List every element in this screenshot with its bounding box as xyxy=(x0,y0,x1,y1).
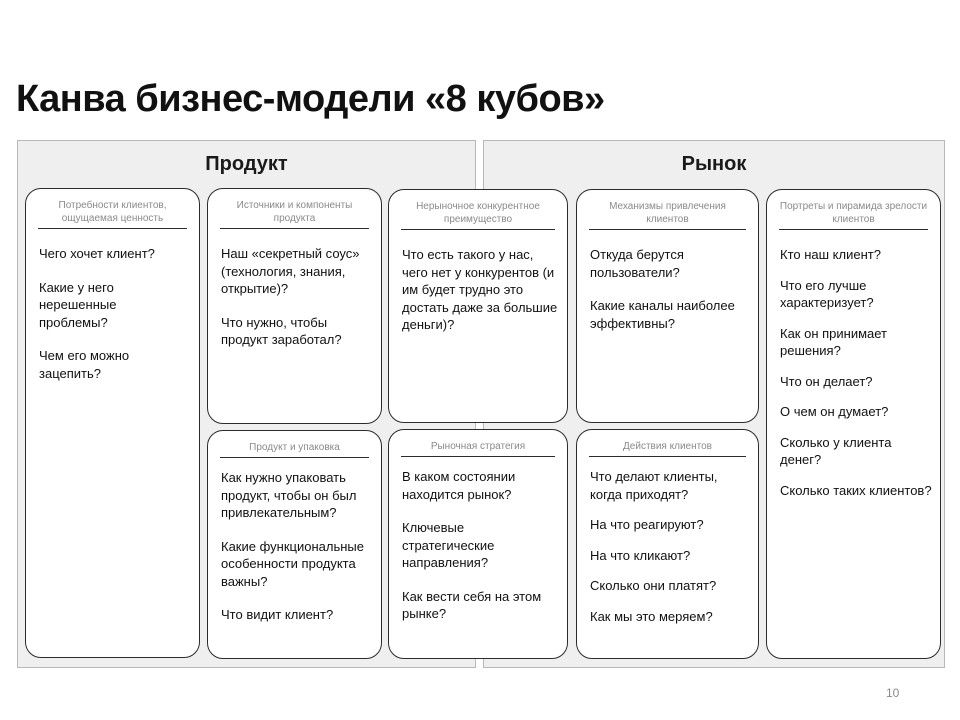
strategy-item: В каком состоянии находится рынок? xyxy=(402,469,516,502)
portraits-item: Сколько у клиента денег? xyxy=(780,434,892,467)
portraits-item: Что он делает? xyxy=(780,373,873,389)
attraction-card xyxy=(576,189,759,423)
needs-item: Какие у него нерешенные проблемы? xyxy=(39,279,117,330)
packaging-card xyxy=(207,430,382,659)
strategy-card-heading: Рыночная стратегия xyxy=(401,440,555,457)
sources-item: Что нужно, чтобы продукт заработал? xyxy=(221,314,342,347)
portraits-card-body xyxy=(780,246,932,512)
attraction-card-heading: Механизмы привлечения клиентов xyxy=(589,200,746,230)
portraits-item: О чем он думает? xyxy=(780,404,889,419)
needs-card xyxy=(25,188,200,658)
needs-item: Чего хочет клиент? xyxy=(39,246,155,261)
sources-card xyxy=(207,188,382,424)
portraits-card xyxy=(766,189,941,659)
needs-item: Чем его можно зацепить? xyxy=(39,348,130,381)
portraits-card-heading: Портреты и пирамида зрелости клиентов xyxy=(779,200,928,230)
page-number: 10 xyxy=(886,686,900,700)
product-panel-title: Продукт xyxy=(205,153,288,175)
slide-title: Канва бизнес-модели «8 кубов» xyxy=(16,78,605,120)
advantage-card-body xyxy=(402,246,559,350)
actions-card xyxy=(576,429,759,659)
portraits-item: Что его лучше характеризует? xyxy=(780,277,874,310)
actions-card-heading: Действия клиентов xyxy=(589,440,746,457)
actions-item: Что делают клиенты, когда приходят? xyxy=(590,469,718,502)
needs-card-body xyxy=(39,245,191,398)
strategy-card xyxy=(388,429,568,659)
portraits-item: Сколько таких клиентов? xyxy=(780,482,932,498)
sources-item: Наш «секретный соус» (технология, знания, открытие)? xyxy=(221,246,360,296)
actions-item: На что реагируют? xyxy=(590,517,704,532)
attraction-card-body xyxy=(590,246,750,348)
packaging-card-body xyxy=(221,469,373,640)
market-panel-title: Рынок xyxy=(681,153,747,175)
sources-card-heading: Источники и компоненты продукта xyxy=(220,199,369,229)
advantage-card-heading: Нерыночное конкурентное преимущество xyxy=(401,200,555,230)
actions-item: Сколько они платят? xyxy=(590,578,717,593)
packaging-item: Какие функциональные особенности продукта важны? xyxy=(221,538,364,589)
advantage-card xyxy=(388,189,568,423)
actions-item: На что кликают? xyxy=(590,547,691,563)
strategy-item: Ключевые стратегические направления? xyxy=(402,520,495,570)
portraits-item: Кто наш клиент? xyxy=(780,247,881,262)
advantage-item: Что есть такого у нас, чего нет у конкурентов (и им будет трудно это достать даже за большие деньги)? xyxy=(402,247,558,332)
packaging-item: Что видит клиент? xyxy=(221,607,334,622)
actions-card-body xyxy=(590,468,750,638)
packaging-item: Как нужно упаковать продукт, чтобы он был привлекательным? xyxy=(221,470,357,520)
strategy-card-body xyxy=(402,468,559,639)
packaging-card-heading: Продукт и упаковка xyxy=(220,441,369,458)
sources-card-body xyxy=(221,245,373,365)
portraits-item: Как он принимает решения? xyxy=(780,325,888,358)
attraction-item: Какие каналы наиболее эффективны? xyxy=(590,298,735,331)
attraction-item: Откуда берутся пользователи? xyxy=(590,247,684,280)
needs-card-heading: Потребности клиентов, ощущаемая ценность xyxy=(38,199,187,229)
strategy-item: Как вести себя на этом рынке? xyxy=(402,588,542,621)
actions-item: Как мы это меряем? xyxy=(590,608,713,624)
